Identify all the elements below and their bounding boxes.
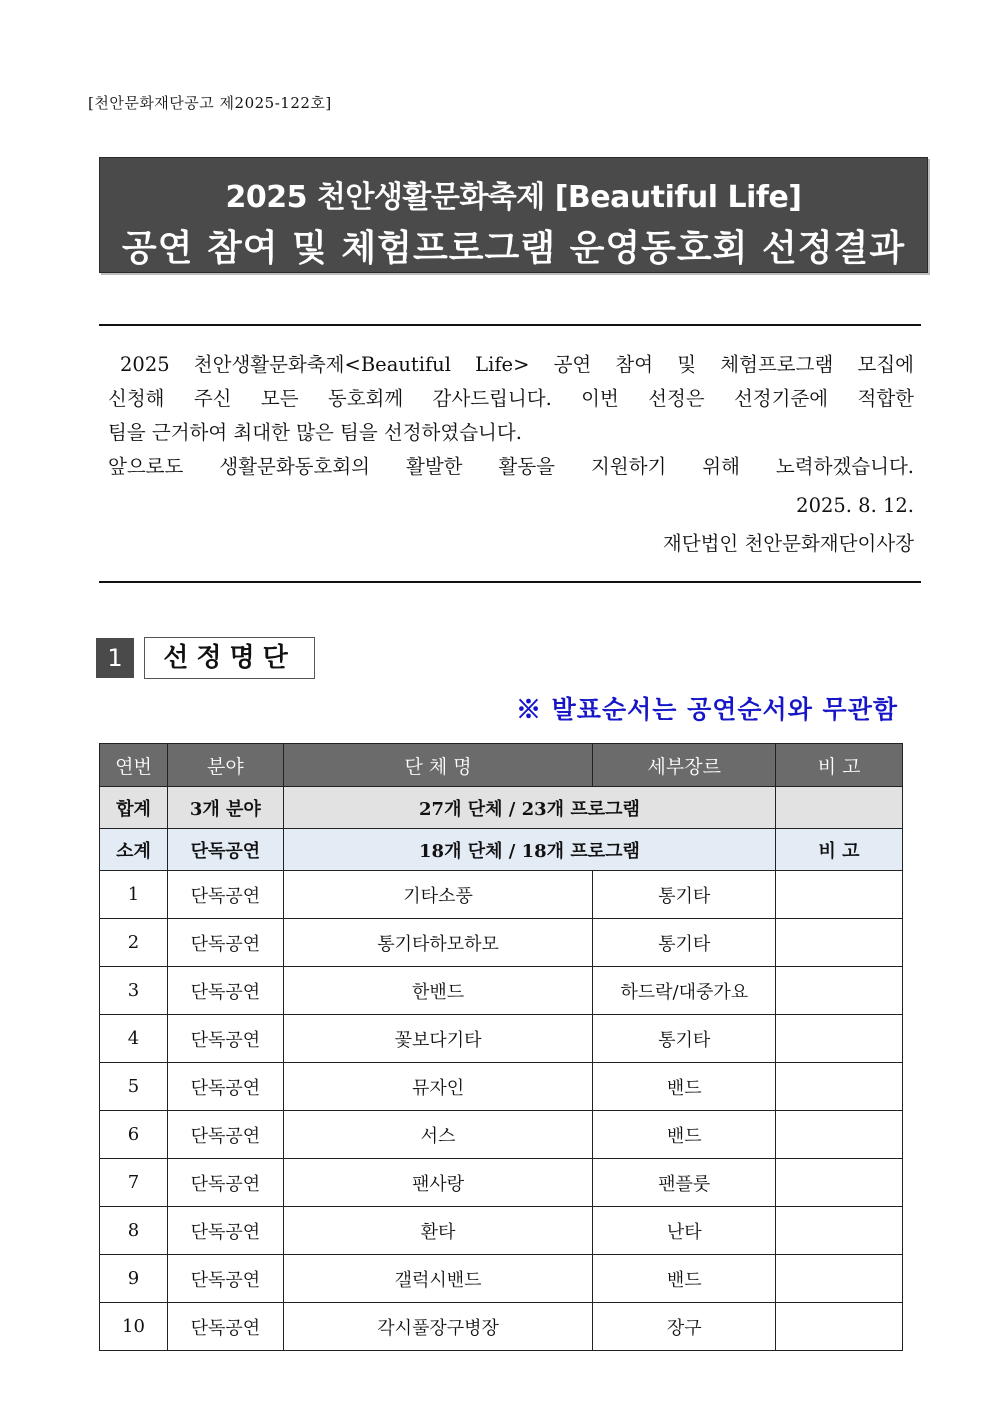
header-field: 분야 <box>167 744 283 787</box>
row-team: 한밴드 <box>283 967 593 1015</box>
subtotal-row <box>100 829 903 871</box>
row-team: 뮤자인 <box>283 1063 593 1111</box>
table-row <box>100 1015 903 1063</box>
row-field: 단독공연 <box>167 1063 283 1111</box>
row-note <box>776 871 903 919</box>
document-title-line2: 공연 참여 및 체험프로그램 운영동호회 선정결과 <box>121 228 906 269</box>
row-note <box>776 1207 903 1255</box>
table-row <box>100 967 903 1015</box>
table-row <box>100 1111 903 1159</box>
row-team: 꽃보다기타 <box>283 1015 593 1063</box>
row-no: 5 <box>100 1063 168 1111</box>
row-field: 단독공연 <box>167 919 283 967</box>
row-note <box>776 1255 903 1303</box>
row-field: 단독공연 <box>167 1207 283 1255</box>
row-field: 단독공연 <box>167 1111 283 1159</box>
row-field: 단독공연 <box>167 1015 283 1063</box>
total-summary: 27개 단체 / 23개 프로그램 <box>283 787 775 829</box>
row-field: 단독공연 <box>167 1159 283 1207</box>
table-row <box>100 1207 903 1255</box>
table-row <box>100 1303 903 1351</box>
total-field: 3개 분야 <box>167 787 283 829</box>
subtotal-summary: 18개 단체 / 18개 프로그램 <box>283 829 775 871</box>
row-team: 환타 <box>283 1207 593 1255</box>
total-note <box>776 787 903 829</box>
intro-line-1: 2025 천안생활문화축제<Beautiful Life> 공연 참여 및 체험프로그램 모집에 <box>120 353 914 376</box>
table-row <box>100 919 903 967</box>
row-genre: 통기타 <box>593 919 776 967</box>
total-row <box>100 787 903 829</box>
total-label: 합계 <box>100 787 168 829</box>
row-team: 서스 <box>283 1111 593 1159</box>
row-team: 팬사랑 <box>283 1159 593 1207</box>
row-note <box>776 1303 903 1351</box>
subtotal-field: 단독공연 <box>167 829 283 871</box>
document-title-line1: 2025 천안생활문화축제 [Beautiful Life] <box>225 180 802 215</box>
row-note <box>776 1111 903 1159</box>
row-no: 1 <box>100 871 168 919</box>
row-genre: 밴드 <box>593 1111 776 1159</box>
table-row <box>100 1063 903 1111</box>
row-note <box>776 967 903 1015</box>
row-no: 7 <box>100 1159 168 1207</box>
row-field: 단독공연 <box>167 967 283 1015</box>
row-genre: 밴드 <box>593 1063 776 1111</box>
row-no: 3 <box>100 967 168 1015</box>
header-note: 비 고 <box>776 744 903 787</box>
row-team: 통기타하모하모 <box>283 919 593 967</box>
header-genre: 세부장르 <box>593 744 776 787</box>
row-genre: 팬플룻 <box>593 1159 776 1207</box>
row-no: 4 <box>100 1015 168 1063</box>
intro-paragraph-2: 앞으로도 생활문화동호회의 활발한 활동을 지원하기 위해 노력하겠습니다. <box>108 455 914 478</box>
row-team: 갤럭시밴드 <box>283 1255 593 1303</box>
subtotal-note: 비 고 <box>776 829 903 871</box>
row-genre: 통기타 <box>593 1015 776 1063</box>
row-note <box>776 1015 903 1063</box>
row-genre: 하드락/대중가요 <box>593 967 776 1015</box>
row-no: 2 <box>100 919 168 967</box>
row-no: 10 <box>100 1303 168 1351</box>
table-row <box>100 1255 903 1303</box>
section-title: 선정명단 <box>144 637 315 679</box>
intro-line-3: 팀을 근거하여 최대한 많은 팀을 선정하였습니다. <box>108 421 522 444</box>
signer: 재단법인 천안문화재단이사장 <box>662 532 914 555</box>
header-no: 연번 <box>100 744 168 787</box>
row-genre: 장구 <box>593 1303 776 1351</box>
document-title-box <box>99 157 928 273</box>
selection-table <box>99 743 903 1351</box>
row-team: 기타소풍 <box>283 871 593 919</box>
intro-line-2: 신청해 주신 모든 동호회께 감사드립니다. 이번 선정은 선정기준에 적합한 <box>108 387 914 410</box>
row-no: 6 <box>100 1111 168 1159</box>
table-row <box>100 871 903 919</box>
row-note <box>776 919 903 967</box>
table-row <box>100 1159 903 1207</box>
row-field: 단독공연 <box>167 1255 283 1303</box>
row-genre: 난타 <box>593 1207 776 1255</box>
subtotal-label: 소계 <box>100 829 168 871</box>
header-team: 단 체 명 <box>283 744 593 787</box>
row-genre: 밴드 <box>593 1255 776 1303</box>
order-memo: ※ 발표순서는 공연순서와 무관함 <box>515 695 898 724</box>
notice-date: 2025. 8. 12. <box>796 494 914 517</box>
table-header-row <box>100 744 903 787</box>
row-note <box>776 1063 903 1111</box>
row-no: 8 <box>100 1207 168 1255</box>
section-number: 1 <box>96 638 134 678</box>
row-field: 단독공연 <box>167 1303 283 1351</box>
top-rule <box>99 324 921 326</box>
row-note <box>776 1159 903 1207</box>
notice-number: [천안문화재단공고 제2025-122호] <box>88 94 332 112</box>
intro-text <box>108 348 914 484</box>
row-no: 9 <box>100 1255 168 1303</box>
row-team: 각시풀장구병장 <box>283 1303 593 1351</box>
bottom-rule <box>99 581 921 583</box>
row-genre: 통기타 <box>593 871 776 919</box>
row-field: 단독공연 <box>167 871 283 919</box>
